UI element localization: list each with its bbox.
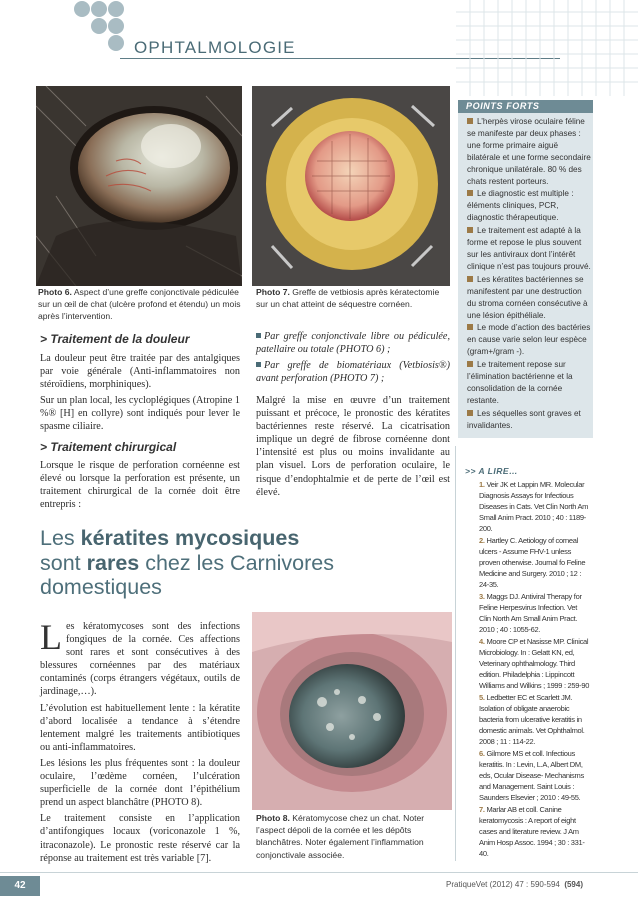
reference-item: 5. Ledbetter EC et Scarlett JM. Isolation of obligate anaerobic bacteria from ulcerative keratitis in domestic animals. Vet Ophthalmol. 2008 ; 11 : 114-22. (479, 693, 585, 746)
subheading-chirurgical: > Traitement chirurgical (40, 440, 177, 454)
subheading-douleur: > Traitement de la douleur (40, 332, 190, 346)
footer-citation: PratiqueVet (2012) 47 : 590-594 (594) (446, 880, 583, 889)
dropcap: L (40, 617, 62, 657)
col1-text: La douleur peut être traitée par des antalgiques par voie générale (Anti-inflammatoires non stéroïdiens, morphiniques). Sur un plan local, les cycloplégiques (Atropine 1 %® [H] en collyre) sont indiqués pour lever le spasme ciliaire. (40, 353, 240, 433)
photo-7-caption: Photo 7. Greffe de vetbiosis après kératectomie sur un chat atteint de séquestre cornéen. (256, 287, 440, 310)
points-forts-item: Les séquelles sont graves et invalidantes. (467, 408, 581, 430)
section2-text: Les kératomycoses sont des infections fongiques de la cornée. Ces affections sont rares et sont consécutives à des blessures cornéennes par des matériaux contaminés (corps étrangers végétaux, outils de jardinage,…). L’évolution est habituellement lente : la kératite d’abord localisée a tendance à s’étendre lentement malgré les traitements antibiotiques ou anti-inflammatoires. Les lésions les plus fréquentes sont : la douleur oculaire, l’œdème cornéen, l’ulcération superficielle de la cornée dont l’épithélium prend un aspect blanchâtre (PHOTO 8). Le traitement consiste en l’application d’antifongiques locaux (voriconazole 1 %, itraconazole). Le pronostic reste réservé car la réponse au traitement est très variable [7]. (40, 617, 240, 864)
bullet-square-icon (256, 333, 261, 338)
photo-8-caption: Photo 8. Kératomycose chez un chat. Noter l’aspect dépoli de la cornée et les dépôts blanchâtres. Noter également l’inflammation conjonctivale associée. (256, 813, 425, 860)
a-lire-heading: >> A LIRE… (465, 466, 519, 476)
points-forts-list (467, 116, 591, 433)
page-number: 42 (0, 876, 40, 896)
points-forts-item: Le traitement est adapté à la forme et repose le plus souvent sur les antiviraux dont l’intérêt clinique n’est pas toujours prouvé. (467, 226, 591, 271)
points-forts-item: Le traitement repose sur l’élimination bactérienne et la consolidation de la cornée restante. (467, 360, 573, 405)
reference-item: 4. Moore CP et Nasisse MP. Clinical Microbiology. In : Gelatt KN, ed, Veterinary ophthalmology. Third edition. Philadelphia : Lippincott Williams and Wilkins ; 1999 : 259-90 (479, 637, 590, 690)
points-forts-item: Le diagnostic est multiple : éléments cliniques, PCR, diagnostic thérapeutique. (467, 189, 574, 223)
photo-6-cat-eye (36, 86, 242, 286)
references-list (465, 480, 590, 861)
col1-text-2: Lorsque le risque de perforation cornéenne est élevé ou lorsque la perforation est présente, un traitement chirurgical de la cornée doit être entrepris : (40, 460, 240, 511)
decorative-dots (72, 0, 124, 52)
reference-item: 2. Hartley C. Aetiology of corneal ulcers - Assume FHV-1 unless proven otherwise. Journal fo Feline Medicine and Surgery. 2010 ; 12 : 24-35. (479, 536, 586, 589)
reference-item: 6. Gilmore MS et coll. Infectious keratitis. In : Levin, L.A, Albert DM, eds, Ocular Disease- Mechanisms and Management. Saint Louis : Saunders Elsevier ; 2010 : 49-55. (479, 749, 584, 802)
col2-text: Malgré la mise en œuvre d’un traitement puissant et précoce, le pronostic des kératites bactériennes reste réservé. La cicatrisation implique un degré de fibrose cornéenne dont l’intensité est plus ou moins invalidante au plan visuel. Lors de perforation oculaire, le risque d’endophtalmie et de perte de l’œil est élevé. (256, 395, 450, 498)
reference-item: 1. Veir JK et Lappin MR. Molecular Diagnosis Assays for Infectious Diseases in Cats. Vet Clin North Am Small Anim Pract. 2010 ; 40 : 1189-200. (479, 480, 589, 533)
photo-8-keratomycosis (252, 612, 452, 810)
section-title: OPHTALMOLOGIE (134, 38, 296, 57)
reference-item: 3. Maggs DJ. Antiviral Therapy for Feline Herpesvirus Infection. Vet Clin North Am Small Anim Pract. 2010 ; 40 : 1055-62. (479, 592, 582, 634)
bullet-square-icon (256, 362, 261, 367)
footer-rule (0, 872, 638, 873)
reference-item: 7. Marlar AB et coll. Canine keratomycosis : A report of eight cases and literature review. J Am Anim Hosp Assoc. 1994 ; 30 : 331-40. (479, 805, 585, 858)
points-forts-item: L’herpès virose oculaire féline se manifeste par deux phases : une forme primaire aiguë bilatérale et une forme secondaire chronique unilatérale. 80 % des chats restent porteurs. (467, 117, 591, 186)
points-forts-header: POINTS FORTS (458, 100, 593, 113)
column-divider (455, 446, 456, 861)
article-heading: Les kératites mycosiques sont rares chez les Carnivores domestiques (40, 526, 335, 599)
photo-7-graft (252, 86, 450, 286)
points-forts-item: Les kératites bactériennes se manifestent par une destruction du stroma cornéen consécutive à une lésion épithéliale. (467, 274, 588, 320)
col2-bullets: Par greffe conjonctivale libre ou pédiculée, patellaire ou totale (PHOTO 6) ; Par greffe de biomatériaux (Vetbiosis®) avant perforation (PHOTO 7) ; (256, 331, 450, 385)
photo-6-caption: Photo 6. Aspect d’une greffe conjonctivale pédiculée sur un œil de chat (ulcère profond et étendu) un mois après l’intervention. (38, 287, 241, 322)
points-forts-item: Le mode d’action des bactéries en cause varie selon leur espèce (gram+/gram -). (467, 323, 591, 357)
